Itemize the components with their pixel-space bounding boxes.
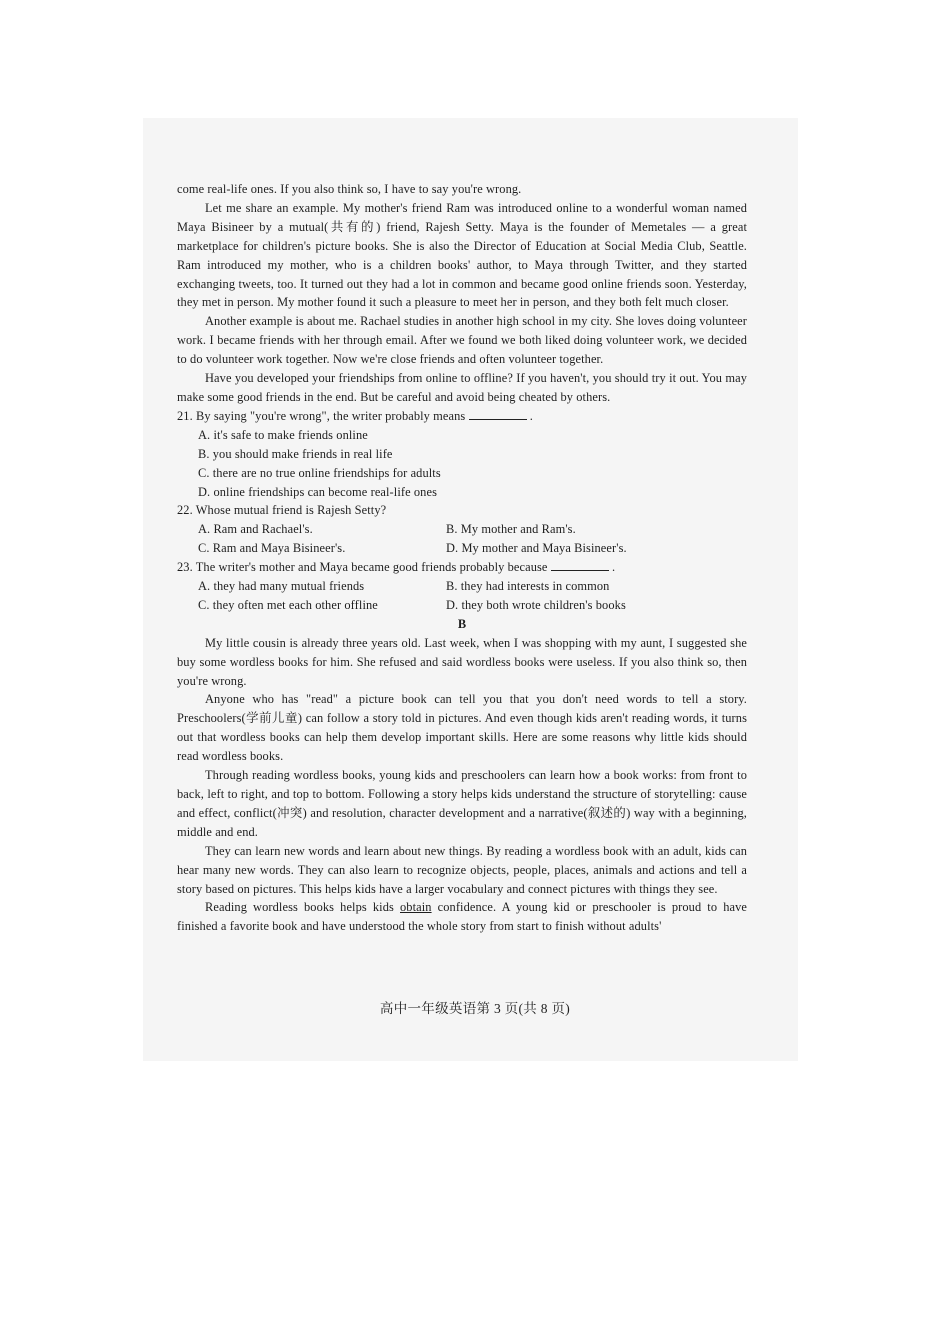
question-22-option-a: A. Ram and Rachael's.: [198, 522, 313, 537]
passage-b-paragraph-4: They can learn new words and learn about new things. By reading a wordless book with an adult, kids can hear many new words. They can also learn to recognize objects, people, places, animals and actions and tell a story based on pictures. This helps kids have a larger vocabulary and connect pictures with things they see.: [177, 843, 747, 896]
question-23: [177, 558, 747, 577]
question-21-option-a: A. it's safe to make friends online: [198, 427, 368, 442]
passage-b-paragraph-2: Anyone who has "read" a picture book can tell you that you don't need words to tell a story. Preschoolers(学前儿童) can follow a story told in pictures. And even though kids aren't reading words, it turns out that wordless books can help them develop important skills. Here are some reasons why little kids should read wordless books.: [177, 692, 747, 764]
question-23-option-b: B. they had interests in common: [446, 579, 610, 594]
question-21-option-c: C. there are no true online friendships for adults: [198, 465, 441, 480]
passage-a-paragraph-0: come real-life ones. If you also think so, I have to say you're wrong.: [177, 182, 522, 196]
question-21-stem: 21. By saying "you're wrong", the writer probably means: [177, 408, 466, 423]
question-23-end: .: [611, 560, 616, 575]
question-23-option-c: C. they often met each other offline: [198, 597, 378, 612]
question-23-options-row-1: [198, 577, 747, 596]
passage-b-paragraph-3: Through reading wordless books, young kids and preschoolers can learn how a book works: from front to back, left to right, and top to bottom. Following a story helps kids understand the structure of storytelling: cause and effect, conflict(冲突) and resolution, character development and a narrative(叙述的) way with a beginning, middle and end.: [177, 768, 747, 839]
question-22-option-d: D. My mother and Maya Bisineer's.: [446, 541, 627, 556]
question-22-options-row-2: [198, 539, 747, 558]
question-21-option-d: D. online friendships can become real-life ones: [198, 484, 438, 499]
answer-blank: [551, 559, 609, 571]
answer-blank: [469, 408, 527, 420]
passage-a-paragraph-1: Let me share an example. My mother's friend Ram was introduced online to a wonderful woman named Maya Bisineer by a mutual(共有的) friend, Rajesh Setty. Maya is the founder of Memetales — a great marketplace for children's picture books. She is also the Director of Education at Social Media Club, Seattle. Ram introduced my mother, who is a children books' author, to Maya through Twitter, and they started exchanging tweets, too. It turned out they had a lot in common and became good online friends soon. Yesterday, they met in person. My mother found it such a pleasure to meet her in person, and they both felt much closer.: [177, 200, 747, 310]
question-23-stem: 23. The writer's mother and Maya became good friends probably because: [177, 560, 548, 575]
question-21-option-b: B. you should make friends in real life: [198, 446, 393, 461]
passage-b-paragraph-1: My little cousin is already three years old. Last week, when I was shopping with my aunt, I suggested she buy some wordless books for him. She refused and said wordless books were useless. If you also think so, then you're wrong.: [177, 635, 747, 688]
question-22-option-c: C. Ram and Maya Bisineer's.: [198, 541, 346, 556]
exam-page-content: [177, 180, 747, 936]
question-23-options-row-2: [198, 596, 747, 615]
question-21: [177, 407, 747, 426]
passage-b-paragraph-5: [177, 898, 747, 936]
section-heading-b: B: [457, 616, 467, 631]
paragraph-5-text-start: Reading wordless books helps kids: [205, 900, 400, 915]
passage-a-paragraph-2: Another example is about me. Rachael studies in another high school in my city. She loves doing volunteer work. I became friends with her through email. After we found we both liked doing volunteer work, we decided to do volunteer work together. Now we're close friends and often volunteer together.: [177, 314, 747, 367]
paragraph-5-text-end: confidence. A young kid or preschooler is proud to have finished a favorite book and have understood the whole story from start to finish without adults': [177, 900, 747, 934]
question-23-option-d: D. they both wrote children's books: [446, 597, 626, 612]
underlined-word-obtain: obtain: [400, 900, 432, 915]
page-footer: 高中一年级英语第 3 页(共 8 页): [379, 1001, 571, 1016]
question-22-option-b: B. My mother and Ram's.: [446, 522, 576, 537]
question-23-option-a: A. they had many mutual friends: [198, 579, 365, 594]
question-22-stem: 22. Whose mutual friend is Rajesh Setty?: [177, 503, 387, 518]
question-22-options-row-1: [198, 520, 747, 539]
passage-a-paragraph-3: Have you developed your friendships from online to offline? If you haven't, you should try it out. You may make some good friends in the end. But be careful and avoid being cheated by others.: [177, 371, 747, 404]
question-21-end: .: [529, 408, 533, 423]
